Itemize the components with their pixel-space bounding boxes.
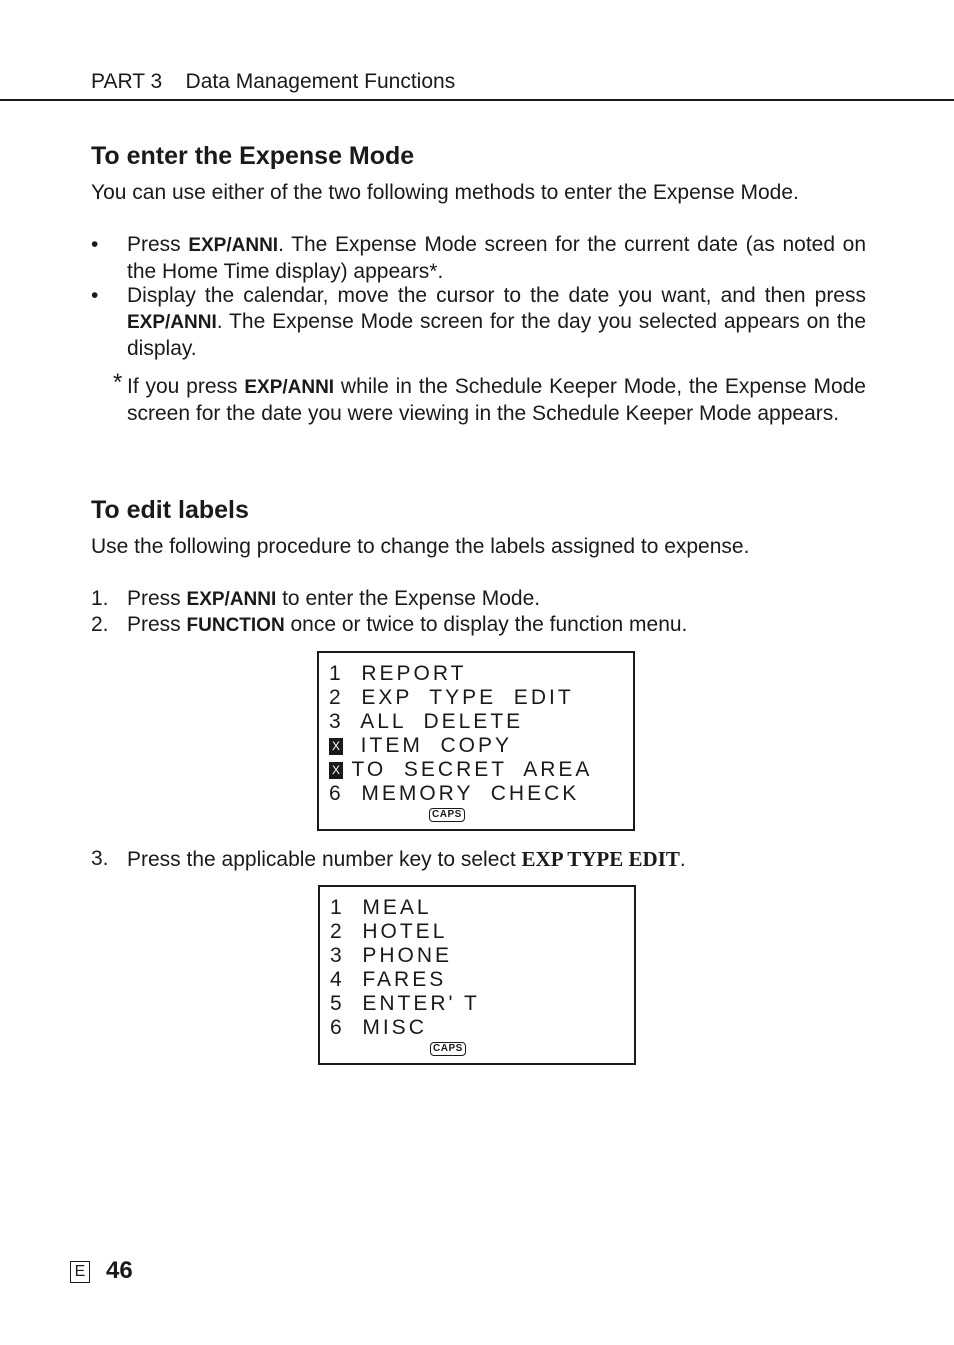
caps-indicator: CAPS bbox=[430, 1042, 466, 1056]
section-title-edit-labels: To edit labels bbox=[91, 496, 249, 524]
section-title-expense-mode: To enter the Expense Mode bbox=[91, 142, 415, 170]
page-number: 46 bbox=[106, 1257, 133, 1284]
bullet-text: . The Expense Mode screen for the current date (as noted on the Home Time display) appears*. bbox=[127, 233, 867, 283]
menu-row bbox=[330, 944, 452, 968]
menu-row bbox=[329, 686, 574, 710]
header-rule bbox=[0, 99, 954, 101]
step-number: 1. bbox=[91, 587, 109, 610]
row-label: HOTEL bbox=[362, 920, 448, 943]
row-number: 6 bbox=[329, 782, 344, 805]
bullet-mark: • bbox=[91, 284, 99, 307]
row-label: MEAL bbox=[362, 896, 432, 919]
footnote-text: while in the Schedule Keeper Mode, the Expense Mode screen for the date you were viewing in the Schedule Keeper Mode appears. bbox=[127, 375, 866, 425]
menu-row bbox=[330, 896, 432, 920]
row-label: ENTER' T bbox=[362, 992, 480, 1015]
step-number: 3. bbox=[91, 847, 109, 870]
row-label: PHONE bbox=[362, 944, 453, 967]
row-label: MISC bbox=[362, 1016, 427, 1039]
list-item bbox=[91, 586, 866, 613]
row-number: 1 bbox=[329, 662, 344, 685]
row-number: 5 bbox=[330, 992, 345, 1015]
key-label: EXP/ANNI bbox=[127, 312, 217, 333]
step-text: once or twice to display the function menu. bbox=[284, 613, 688, 636]
lcd-screen-expense-types bbox=[318, 885, 636, 1065]
list-item bbox=[91, 232, 866, 285]
running-header: PART 3 Data Management Functions bbox=[91, 70, 456, 93]
language-code-box: E bbox=[70, 1261, 90, 1283]
section-intro-expense-mode: You can use either of the two following methods to enter the Expense Mode. bbox=[91, 181, 799, 204]
row-label: TO SECRET AREA bbox=[351, 758, 593, 781]
menu-row bbox=[329, 662, 467, 686]
lcd-screen-function-menu bbox=[317, 651, 635, 831]
footnote-text: If you press bbox=[127, 375, 245, 398]
menu-row bbox=[330, 992, 480, 1016]
row-label: EXP TYPE EDIT bbox=[361, 686, 574, 709]
step-text: Press bbox=[127, 613, 187, 636]
row-number: 2 bbox=[330, 920, 345, 943]
row-number: 1 bbox=[330, 896, 345, 919]
step-text: Press the applicable number key to select bbox=[127, 848, 522, 871]
row-label: FARES bbox=[362, 968, 447, 991]
list-item bbox=[91, 612, 866, 639]
bullet-text: Press bbox=[127, 233, 189, 256]
menu-row bbox=[330, 920, 447, 944]
row-label: REPORT bbox=[361, 662, 467, 685]
section-intro-edit-labels: Use the following procedure to change the labels assigned to expense. bbox=[91, 535, 750, 558]
list-item bbox=[91, 283, 866, 362]
bullet-text: Display the calendar, move the cursor to the date you want, and then press bbox=[127, 284, 866, 307]
footnote bbox=[91, 369, 866, 427]
caps-indicator: CAPS bbox=[429, 808, 465, 822]
step-text: Press bbox=[127, 587, 187, 610]
key-label: EXP/ANNI bbox=[244, 377, 335, 398]
row-number: 3 bbox=[330, 944, 345, 967]
row-label: MEMORY CHECK bbox=[361, 782, 580, 805]
key-label: EXP/ANNI bbox=[186, 589, 277, 610]
menu-row bbox=[330, 968, 446, 992]
menu-row bbox=[329, 734, 512, 758]
bullet-mark: • bbox=[91, 233, 99, 256]
menu-row bbox=[329, 758, 592, 782]
key-label: EXP/ANNI bbox=[188, 235, 279, 256]
unavailable-marker-icon: X bbox=[329, 738, 343, 755]
step-text: to enter the Expense Mode. bbox=[276, 587, 541, 610]
menu-item-reference: EXP TYPE EDIT bbox=[521, 847, 680, 871]
step-number: 2. bbox=[91, 613, 109, 636]
row-number: 4 bbox=[330, 968, 345, 991]
footnote-mark: * bbox=[113, 369, 123, 396]
row-number: 6 bbox=[330, 1016, 345, 1039]
bullet-text: . The Expense Mode screen for the day you selected appears on the display. bbox=[127, 310, 866, 360]
menu-row bbox=[329, 782, 579, 806]
row-number: 3 bbox=[329, 710, 344, 733]
row-label: ALL DELETE bbox=[360, 710, 524, 733]
unavailable-marker-icon: X bbox=[329, 762, 343, 779]
step-text: . bbox=[679, 848, 686, 871]
key-label: FUNCTION bbox=[186, 615, 285, 636]
row-number: 2 bbox=[329, 686, 344, 709]
menu-row bbox=[329, 710, 523, 734]
menu-row bbox=[330, 1016, 427, 1040]
list-item bbox=[91, 846, 866, 873]
row-label: ITEM COPY bbox=[360, 734, 513, 757]
